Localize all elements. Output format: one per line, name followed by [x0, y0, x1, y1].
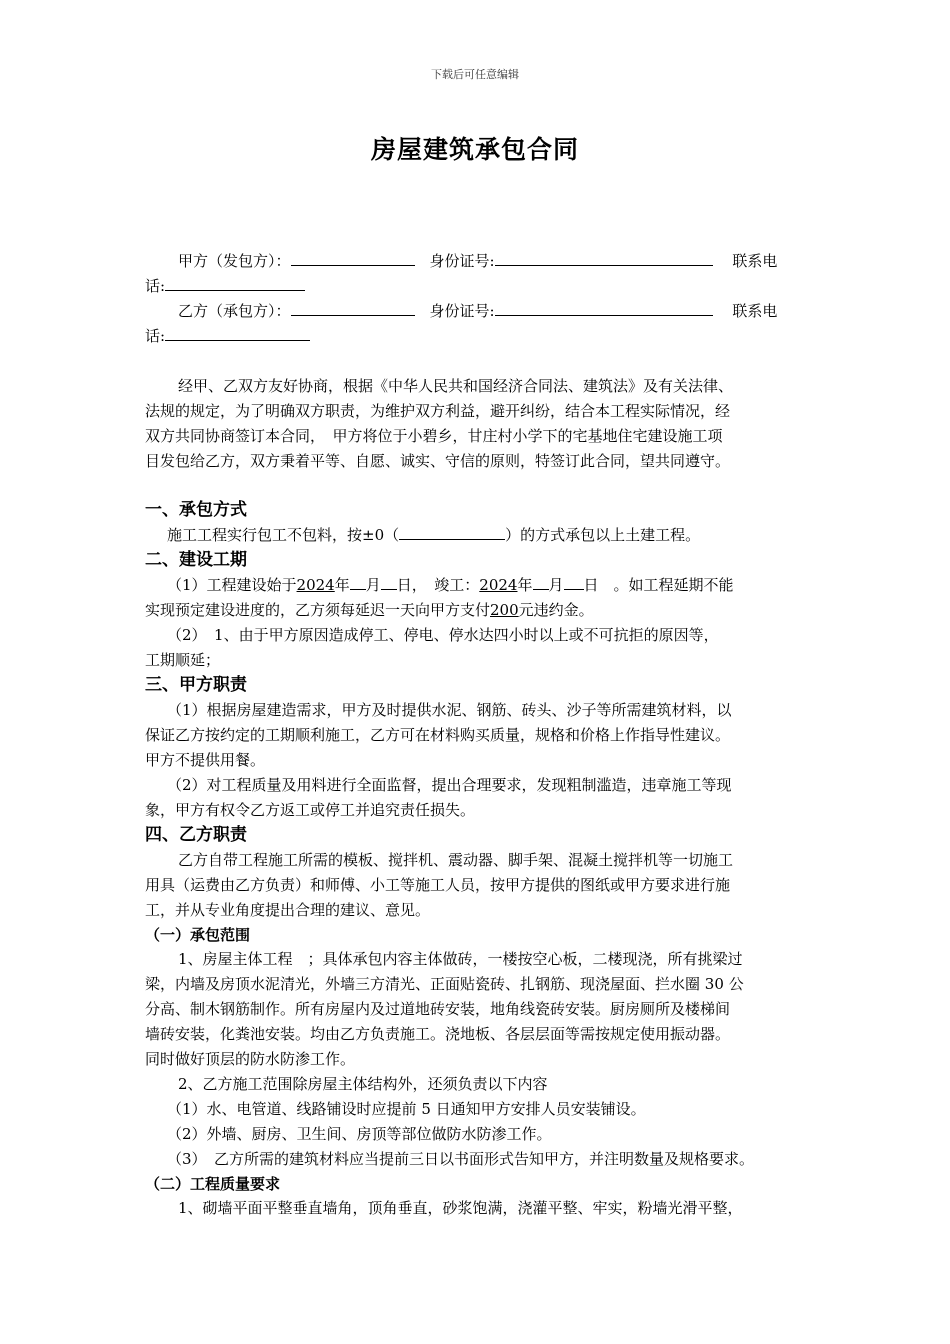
s2-p1-line2 — [145, 598, 810, 623]
subsection-heading-quality: （二）工程质量要求 — [145, 1175, 281, 1193]
start-day-blank — [381, 575, 397, 590]
section-heading-2: 二、建设工期 — [145, 550, 247, 570]
s3-line: 甲方不提供用餐。 — [145, 751, 266, 769]
party-a-line — [145, 249, 810, 274]
year-label: 年 — [334, 576, 350, 594]
s1-text-a: 施工工程实行包工不包料，按±0（ — [167, 526, 400, 544]
header-note: 下载后可任意编辑 — [431, 68, 519, 81]
party-a-label: 甲方（发包方）： — [178, 252, 291, 270]
party-b-phone-blank — [165, 326, 310, 341]
party-b-label: 乙方（承包方）： — [178, 302, 291, 320]
s3-line: （2）对工程质量及用料进行全面监督，提出合理要求，发现粗制滥造，违章施工等现 — [167, 776, 732, 794]
page-title: 房屋建筑承包合同 — [370, 135, 579, 164]
scope-item: （3） 乙方所需的建筑材料应当提前三日以书面形式告知甲方，并注明数量及规格要求。 — [167, 1150, 755, 1168]
month-label: 月 — [365, 576, 381, 594]
s4-line: 用具（运费由乙方负责）和师傅、小工等施工人员，按甲方提供的图纸或甲方要求进行施 — [145, 876, 731, 894]
s2-p1-a: （1）工程建设始于 — [167, 576, 297, 594]
s1-text-b: ）的方式承包以上土建工程。 — [505, 526, 701, 544]
s3-line: 象，甲方有权令乙方返工或停工并追究责任损失。 — [145, 801, 476, 819]
scope-line: 墙砖安装，化粪池安装。均由乙方负责施工。浇地板、各层层面等需按规定使用振动器。 — [145, 1025, 731, 1043]
intro-line: 双方共同协商签订本合同， 甲方将位于小碧乡，甘庄村小学下的宅基地住宅建设施工项 — [145, 427, 723, 445]
section-heading-1: 一、承包方式 — [145, 500, 247, 520]
party-b-name-blank — [291, 301, 415, 316]
end-month-blank — [533, 575, 549, 590]
party-a-id-label: 身份证号: — [429, 252, 495, 270]
party-b-phone-line — [145, 324, 810, 349]
s2-p2-line: 工期顺延； — [145, 651, 221, 669]
month-label: 月 — [548, 576, 564, 594]
s2-p1-tail: 日 。如工程延期不能 — [583, 576, 734, 594]
s1-text — [145, 523, 810, 548]
party-a-phone-line — [145, 274, 810, 299]
party-a-name-blank — [291, 251, 415, 266]
contract-sections — [145, 498, 810, 1221]
subsection-heading-scope: （一）承包范围 — [145, 926, 251, 944]
party-b-id-blank — [495, 301, 713, 316]
s3-line: （1）根据房屋建造需求，甲方及时提供水泥、钢筋、砖头、沙子等所需建筑材料，以 — [167, 701, 732, 719]
party-a-phone-label-2: 话: — [145, 277, 166, 295]
party-b-line — [145, 299, 810, 324]
party-a-id-blank — [495, 251, 713, 266]
quality-line: 1、砌墙平面平整垂直墙角，顶角垂直，砂浆饱满，浇灌平整、牢实，粉墙光滑平整， — [178, 1199, 743, 1217]
s3-line: 保证乙方按约定的工期顺利施工，乙方可在材料购买质量，规格和价格上作指导性建议。 — [145, 726, 731, 744]
intro-line: 法规的规定，为了明确双方职责，为维护双方利益，避开纠纷，结合本工程实际情况，经 — [145, 402, 731, 420]
end-day-blank — [564, 575, 584, 590]
section-heading-3: 三、甲方职责 — [145, 675, 247, 695]
penalty-amount: 200 — [490, 601, 519, 619]
scope-line: 同时做好顶层的防水防渗工作。 — [145, 1050, 356, 1068]
day-label: 日， — [396, 576, 420, 594]
s2-p1 — [145, 573, 810, 598]
scope-line: 梁，内墙及房顶水泥清光，外墙三方清光、正面贴瓷砖、扎钢筋、现浇屋面、拦水圈 30 公 — [145, 975, 744, 993]
s4-line: 工，并从专业角度提出合理的建议、意见。 — [145, 901, 431, 919]
parties-block — [145, 249, 810, 349]
party-b-phone-label-2: 话: — [145, 327, 166, 345]
end-year: 2024 — [479, 576, 518, 594]
s2-p2-line: （2） 1、由于甲方原因造成停工、停电、停水达四小时以上或不可抗拒的原因等， — [167, 626, 719, 644]
s2-p1-line2-a: 实现预定建设进度的，乙方须每延迟一天向甲方支付 — [145, 601, 491, 619]
start-year: 2024 — [296, 576, 335, 594]
party-b-id-label: 身份证号: — [429, 302, 495, 320]
scope-line: 2、乙方施工范围除房屋主体结构外，还须负责以下内容 — [178, 1075, 548, 1093]
s2-p1-line2-b: 元违约金。 — [518, 601, 594, 619]
party-b-phone-label: 联系电 — [732, 302, 778, 320]
scope-line: 1、房屋主体工程 ；具体承包内容主体做砖，一楼按空心板，二楼现浇，所有挑梁过 — [178, 950, 743, 968]
party-a-phone-label: 联系电 — [732, 252, 778, 270]
scope-line: 分高、制木钢筋制作。所有房屋内及过道地砖安装，地角线瓷砖安装。厨房厕所及楼梯间 — [145, 1000, 731, 1018]
s4-line: 乙方自带工程施工所需的模板、搅拌机、震动器、脚手架、混凝土搅拌机等一切施工 — [178, 851, 734, 869]
intro-line: 经甲、乙双方友好协商，根据《中华人民共和国经济合同法、建筑法》及有关法律、 — [178, 377, 734, 395]
intro-line: 目发包给乙方，双方秉着平等、自愿、诚实、守信的原则，特签订此合同，望共同遵守。 — [145, 452, 731, 470]
intro-paragraph — [145, 374, 810, 474]
section-heading-4: 四、乙方职责 — [145, 825, 247, 845]
year-label: 年 — [517, 576, 533, 594]
s1-blank — [399, 525, 505, 540]
s2-p1-c: 竣工： — [419, 576, 480, 594]
party-a-phone-blank — [165, 276, 305, 291]
scope-item: （2）外墙、厨房、卫生间、房顶等部位做防水防渗工作。 — [167, 1125, 552, 1143]
scope-item: （1）水、电管道、线路铺设时应提前 5 日通知甲方安排人员安装铺设。 — [167, 1100, 646, 1118]
start-month-blank — [350, 575, 366, 590]
